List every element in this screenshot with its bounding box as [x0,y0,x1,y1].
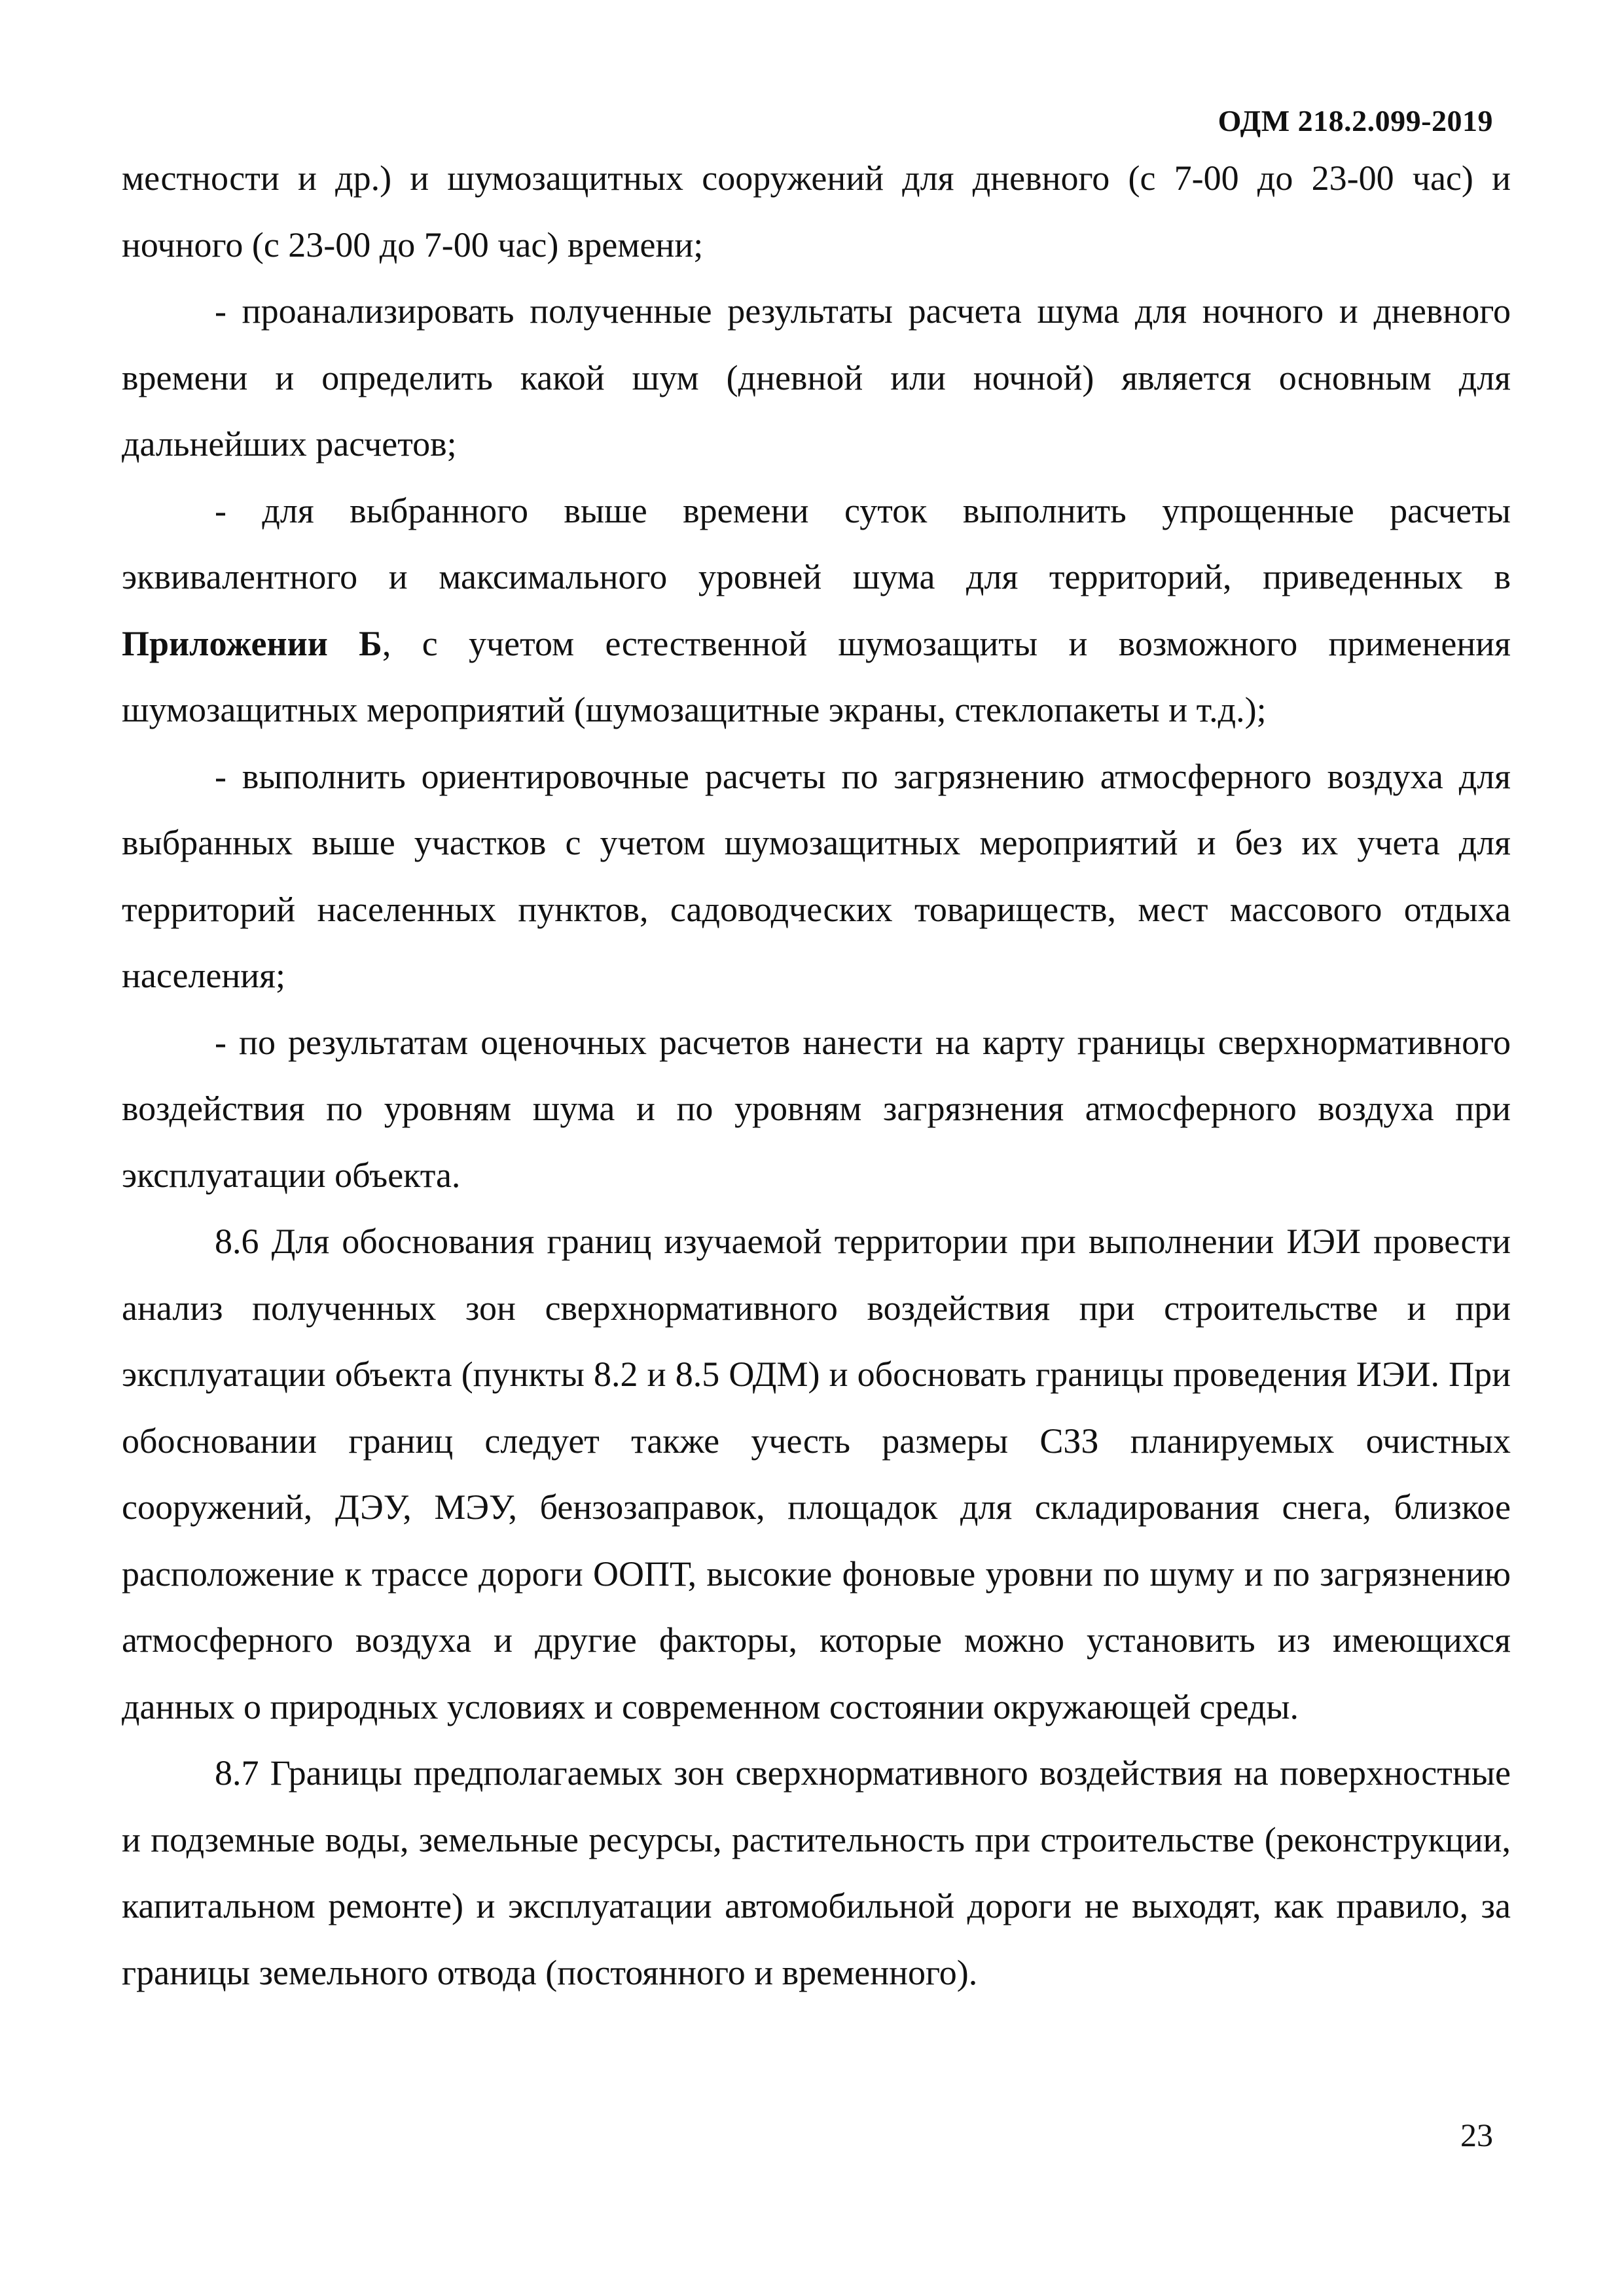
paragraph-continuation: местности и др.) и шумозащитных сооружений для дневного (с 7-00 до 23-00 час) и ночного (с 23-00 до 7-00 час) времени; [122,158,1511,264]
list-item-map-boundaries: - по результатам оценочных расчетов нанести на карту границы сверхнормативного воздействия по уровням шума и по уровням загрязнения атмосферного воздуха при эксплуатации объекта. [122,1022,1511,1195]
list-item-analyze-noise: - проанализировать полученные результаты расчета шума для ночного и дневного времени и определить какой шум (дневной или ночной) является основным для дальнейших расчетов; [122,291,1511,464]
clause-8-7: 8.7 Границы предполагаемых зон сверхнормативного воздействия на поверхностные и подземные воды, земельные ресурсы, растительность при строительстве (реконструкции, капитальном ремонте) и эксплуатации автомобильной дороги не выходят, как правило, за границы земельного отвода (постоянного и временного). [122,1753,1511,1992]
document-code-header: ОДМ 218.2.099-2019 [1218,104,1493,137]
list-item-simplified-calculations [122,478,1511,744]
text-run: - для выбранного выше времени суток выполнить упрощенные расчеты эквивалентного и максимального уровней шума для территорий, приведенных в [122,490,1511,596]
appendix-reference: Приложении Б [122,623,382,663]
list-item-air-pollution: - выполнить ориентировочные расчеты по загрязнению атмосферного воздуха для выбранных выше участков с учетом шумозащитных мероприятий и без их учета для территорий населенных пунктов, садоводческих товариществ, мест массового отдыха населения; [122,756,1511,995]
document-body [122,145,1511,2006]
text-run: , с учетом естественной шумозащиты и возможного применения шумозащитных мероприятий (шумозащитные экраны, стеклопакеты и т.д.); [122,623,1511,729]
page-number: 23 [1460,2117,1493,2153]
clause-8-6: 8.6 Для обоснования границ изучаемой территории при выполнении ИЭИ провести анализ полученных зон сверхнормативного воздействия при строительстве и при эксплуатации объекта (пункты 8.2 и 8.5 ОДМ) и обосновать границы проведения ИЭИ. При обосновании границ следует также учесть размеры СЗЗ планируемых очистных сооружений, ДЭУ, МЭУ, бензозаправок, площадок для складирования снега, близкое расположение к трассе дороги ООПТ, высокие фоновые уровни по шуму и по загрязнению атмосферного воздуха и другие факторы, которые можно установить из имеющихся данных о природных условиях и современном состоянии окружающей среды. [122,1222,1511,1726]
